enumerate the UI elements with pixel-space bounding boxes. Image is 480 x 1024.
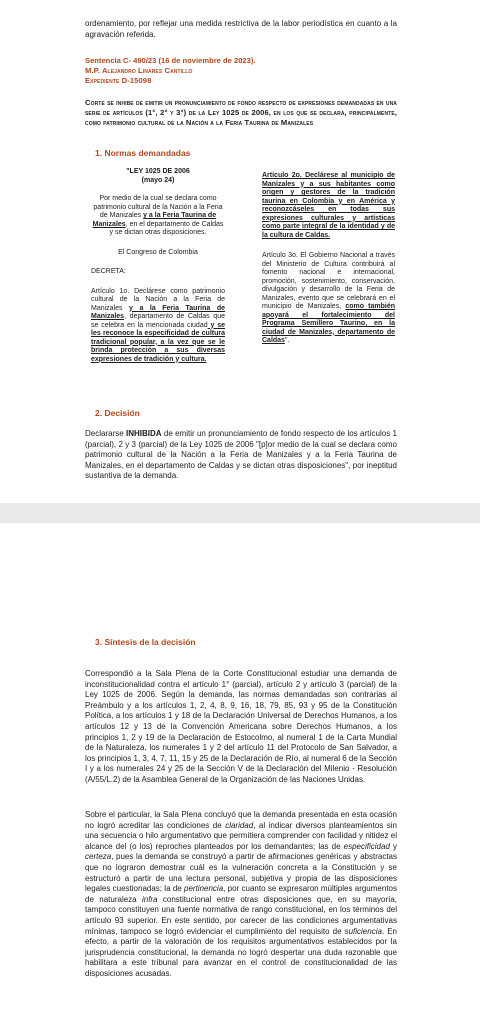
section-2-title: 2. Decisión [95, 408, 140, 418]
law-title: "LEY 1025 DE 2006 [126, 168, 190, 175]
document-page-2 [0, 523, 480, 1024]
article-3: Artículo 3o. El Gobierno Nacional a través del Ministerio de Cultura contribuirá al fomento nacional e internacional, promoción, sostenimiento, conservación, divulgación y desarrollo de la Feria de Manizales, evento que se celebrará en el municipio de Manizales, como también apoyará el fortalecimiento del Programa Semillero Taurino, en la ciudad de Manizales, departamento de Caldas". [262, 252, 396, 344]
congress-line: El Congreso de Colombia [118, 248, 198, 256]
synthesis-paragraph-2: Sobre el particular, la Sala Plena concluyó que la demanda presentada en esta ocasión no logró acreditar las condiciones de claridad, al indicar diversos planteamientos sin una secuencia o hilo argumentativo que permitiera comprender con facilidad y nitidez el alcance del (o los) reproches planteados por los demandantes; las de especificidad y certeza, pues la demanda se construyó a partir de afirmaciones genéricas y abstractas que no lograron demostrar cuál es la vulneración concreta a la Constitución y se estructuró a partir de una lectura personal, subjetiva y propia de las disposiciones legales cuestionadas; la de pertinencia, por cuanto se expresaron múltiples argumentos de naturaleza infra constitucional entre otras disposiciones que, en su mayoría, tampoco constituyen una fuente normativa de rango constitucional, en los términos del artículo 93 superior. En este sentido, por carecer de las condiciones argumentativas mínimas, tampoco se logró evidenciar el cumplimiento del requisito de suficiencia. En efecto, a partir de la valoración de los requisitos argumentativos establecidos por la jurisprudencia constitucional, la demanda no logró despertar una duda razonable que habilitara a este tribunal para avanzar en el control de constitucionalidad de las disposiciones acusadas. [85, 810, 398, 978]
section-3-title: 3. Síntesis de la decisión [95, 637, 196, 647]
article-1: Artículo 1o. Declárese como patrimonio cultural de la Nación a la Feria de Manizales y a la Feria Taurina de Manizales, departamento de Caldas que se celebra en la mencionada ciudad y se les reconoce la especificidad de cultura tradicional popular, a la vez que se le brinda protección a sus diversas expresiones de tradición y cultura. [91, 287, 225, 363]
sentence-header [85, 56, 405, 85]
document-page-1 [0, 0, 480, 503]
decreta-label: DECRETA: [91, 268, 126, 275]
file-number: Expediente D-15098 [85, 75, 152, 85]
article-2: Artículo 2o. Declárese al municipio de Manizales y a sus habitantes como origen y gestores de la tradición taurina en Colombia y en América y reconozcáseles en todas sus expresiones culturales y artísticas como parte integral de la identidad y de la cultura de Caldas. [262, 172, 395, 239]
magistrate: M.P. Alejandro Linares Cantillo [85, 65, 193, 75]
law-date: (mayo 24) [141, 176, 175, 184]
synthesis-paragraph-1: Correspondió a la Sala Plena de la Corte Constitucional estudiar una demanda de inconstitucionalidad contra el artículo 1° (parcial), artículo 2 y artículo 3 (parcial) de la Ley 1025 de 2006. Según la demanda, las normas demandadas son contrarias al Preámbulo y a los artículos 1, 2, 4, 8, 9, 16, 18, 79, 85, 93 y 95 de la Constitución Política, a los artículos 1 y 18 de la Declaración Universal de Derechos Humanos, a los artículos 12 y 13 de la Convención Americana sobre Derechos Humanos, a los principios 1, 2 y 19 de la Declaración de Estocolmo, al numeral 1 de la Carta Mundial de la Naturaleza, los numerales 1 y 2 del artículo 11 del Protocolo de San Salvador, a los principios 1, 3, 4, 7, 11, 15 y 25 de la Declaración de Río, al numeral 6 de la Sección I y a los numerales 24 y 25 de la Sección V de la Declaración del Milenio - Resolución (A/55/L.2) de la Asamblea General de la Organización de las Naciones Unidas. [85, 669, 397, 784]
decision-paragraph: Declararse INHIBIDA de emitir un pronunciamiento de fondo respecto de los artículos 1 (parcial), 2 y 3 (parcial) de la Ley 1025 de 2006 "[p]or medio de la cual se declara como patrimonio cultural de la Nación a la Feria de Manizales y a la Feria Taurina de Manizales, en el departamento de Caldas y se dictan otras disposiciones", por ineptitud sustantiva de la demanda. [85, 429, 397, 481]
sentence-ref: Sentencia C- 490/23 (16 de noviembre de 2023). [85, 56, 256, 65]
summary-heading: Corte se inhibe de emitir un pronunciamiento de fondo respecto de expresiones demandadas en una serie de artículos (1°, 2° y 3°) de la Ley 1025 de 2006, en los que se declara, principalmente, como patrimonio cultural de la Nación a la Feria Taurina de Manizales [85, 98, 397, 127]
intro-paragraph: ordenamiento, por reflejar una medida restrictiva de la labor periodística en cuanto a la agravación referida. [85, 19, 397, 39]
law-text-right-column [262, 172, 395, 346]
section-1-title: 1. Normas demandadas [95, 148, 191, 158]
law-preamble: Por medio de la cual se declara como patrimonio cultural de la Nación a la Feria de Manizales y a la Feria Taurina de Manizales, en el departamento de Caldas y se dictan otras disposiciones. [92, 195, 224, 236]
law-text-left-column [91, 168, 225, 364]
